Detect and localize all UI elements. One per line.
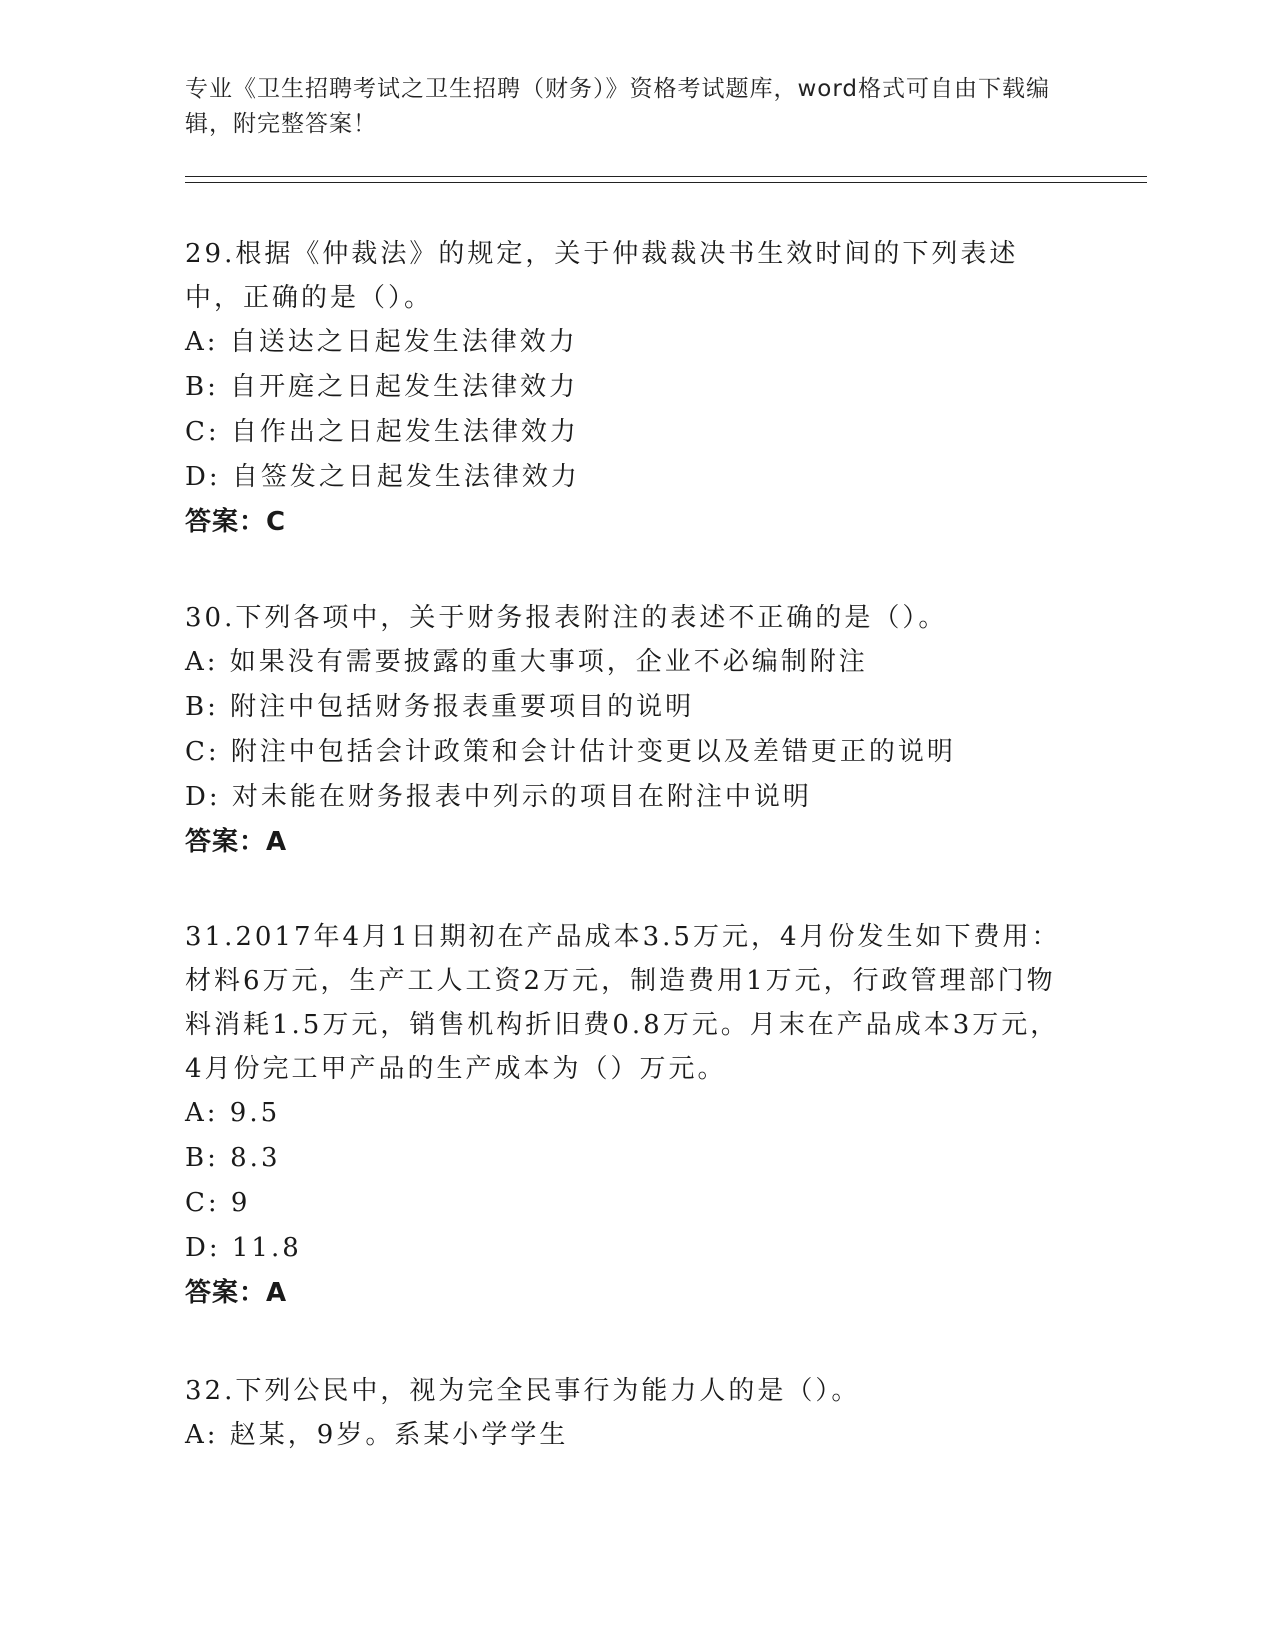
header-divider-line — [185, 182, 1147, 183]
option-d: D: 11.8 — [185, 1233, 302, 1263]
option-d: D: 对未能在财务报表中列示的项目在附注中说明 — [185, 782, 812, 812]
answer-line: 答案：A — [185, 827, 288, 857]
question-stem: 32.下列公民中，视为完全民事行为能力人的是（）。 — [185, 1376, 861, 1406]
option-c: C: 附注中包括会计政策和会计估计变更以及差错更正的说明 — [185, 737, 956, 767]
option-b: B: 自开庭之日起发生法律效力 — [185, 372, 579, 402]
question-block — [185, 232, 1065, 545]
question-block — [185, 596, 1065, 865]
option-d: D: 自签发之日起发生法律效力 — [185, 462, 580, 492]
option-b: B: 附注中包括财务报表重要项目的说明 — [185, 692, 695, 722]
option-b: B: 8.3 — [185, 1143, 281, 1173]
header-text: 专业《卫生招聘考试之卫生招聘（财务）》资格考试题库，word格式可自由下载编辑，附完整答案！ — [185, 76, 1051, 137]
question-stem: 30.下列各项中，关于财务报表附注的表述不正确的是（）。 — [185, 603, 948, 633]
option-a: A: 自送达之日起发生法律效力 — [185, 327, 578, 357]
question-stem: 31.2017年4月1日期初在产品成本3.5万元，4月份发生如下费用：材料6万元，生产工人工资2万元，制造费用1万元，行政管理部门物料消耗1.5万元，销售机构折旧费0.8万元。月末在产品成本3万元，4月份完工甲产品的生产成本为（）万元。 — [185, 922, 1061, 1084]
option-c: C: 9 — [185, 1188, 251, 1218]
answer-line: 答案：C — [185, 507, 287, 537]
option-a: A: 9.5 — [185, 1098, 281, 1128]
header-divider-line — [185, 176, 1147, 177]
question-block — [185, 1369, 1065, 1458]
option-a: A: 赵某，9岁。系某小学学生 — [185, 1420, 569, 1450]
document-header — [185, 72, 1065, 142]
question-block — [185, 915, 1065, 1316]
question-stem: 29.根据《仲裁法》的规定，关于仲裁裁决书生效时间的下列表述中，正确的是（）。 — [185, 239, 1019, 313]
answer-line: 答案：A — [185, 1278, 288, 1308]
option-a: A: 如果没有需要披露的重大事项，企业不必编制附注 — [185, 647, 868, 677]
option-c: C: 自作出之日起发生法律效力 — [185, 417, 579, 447]
